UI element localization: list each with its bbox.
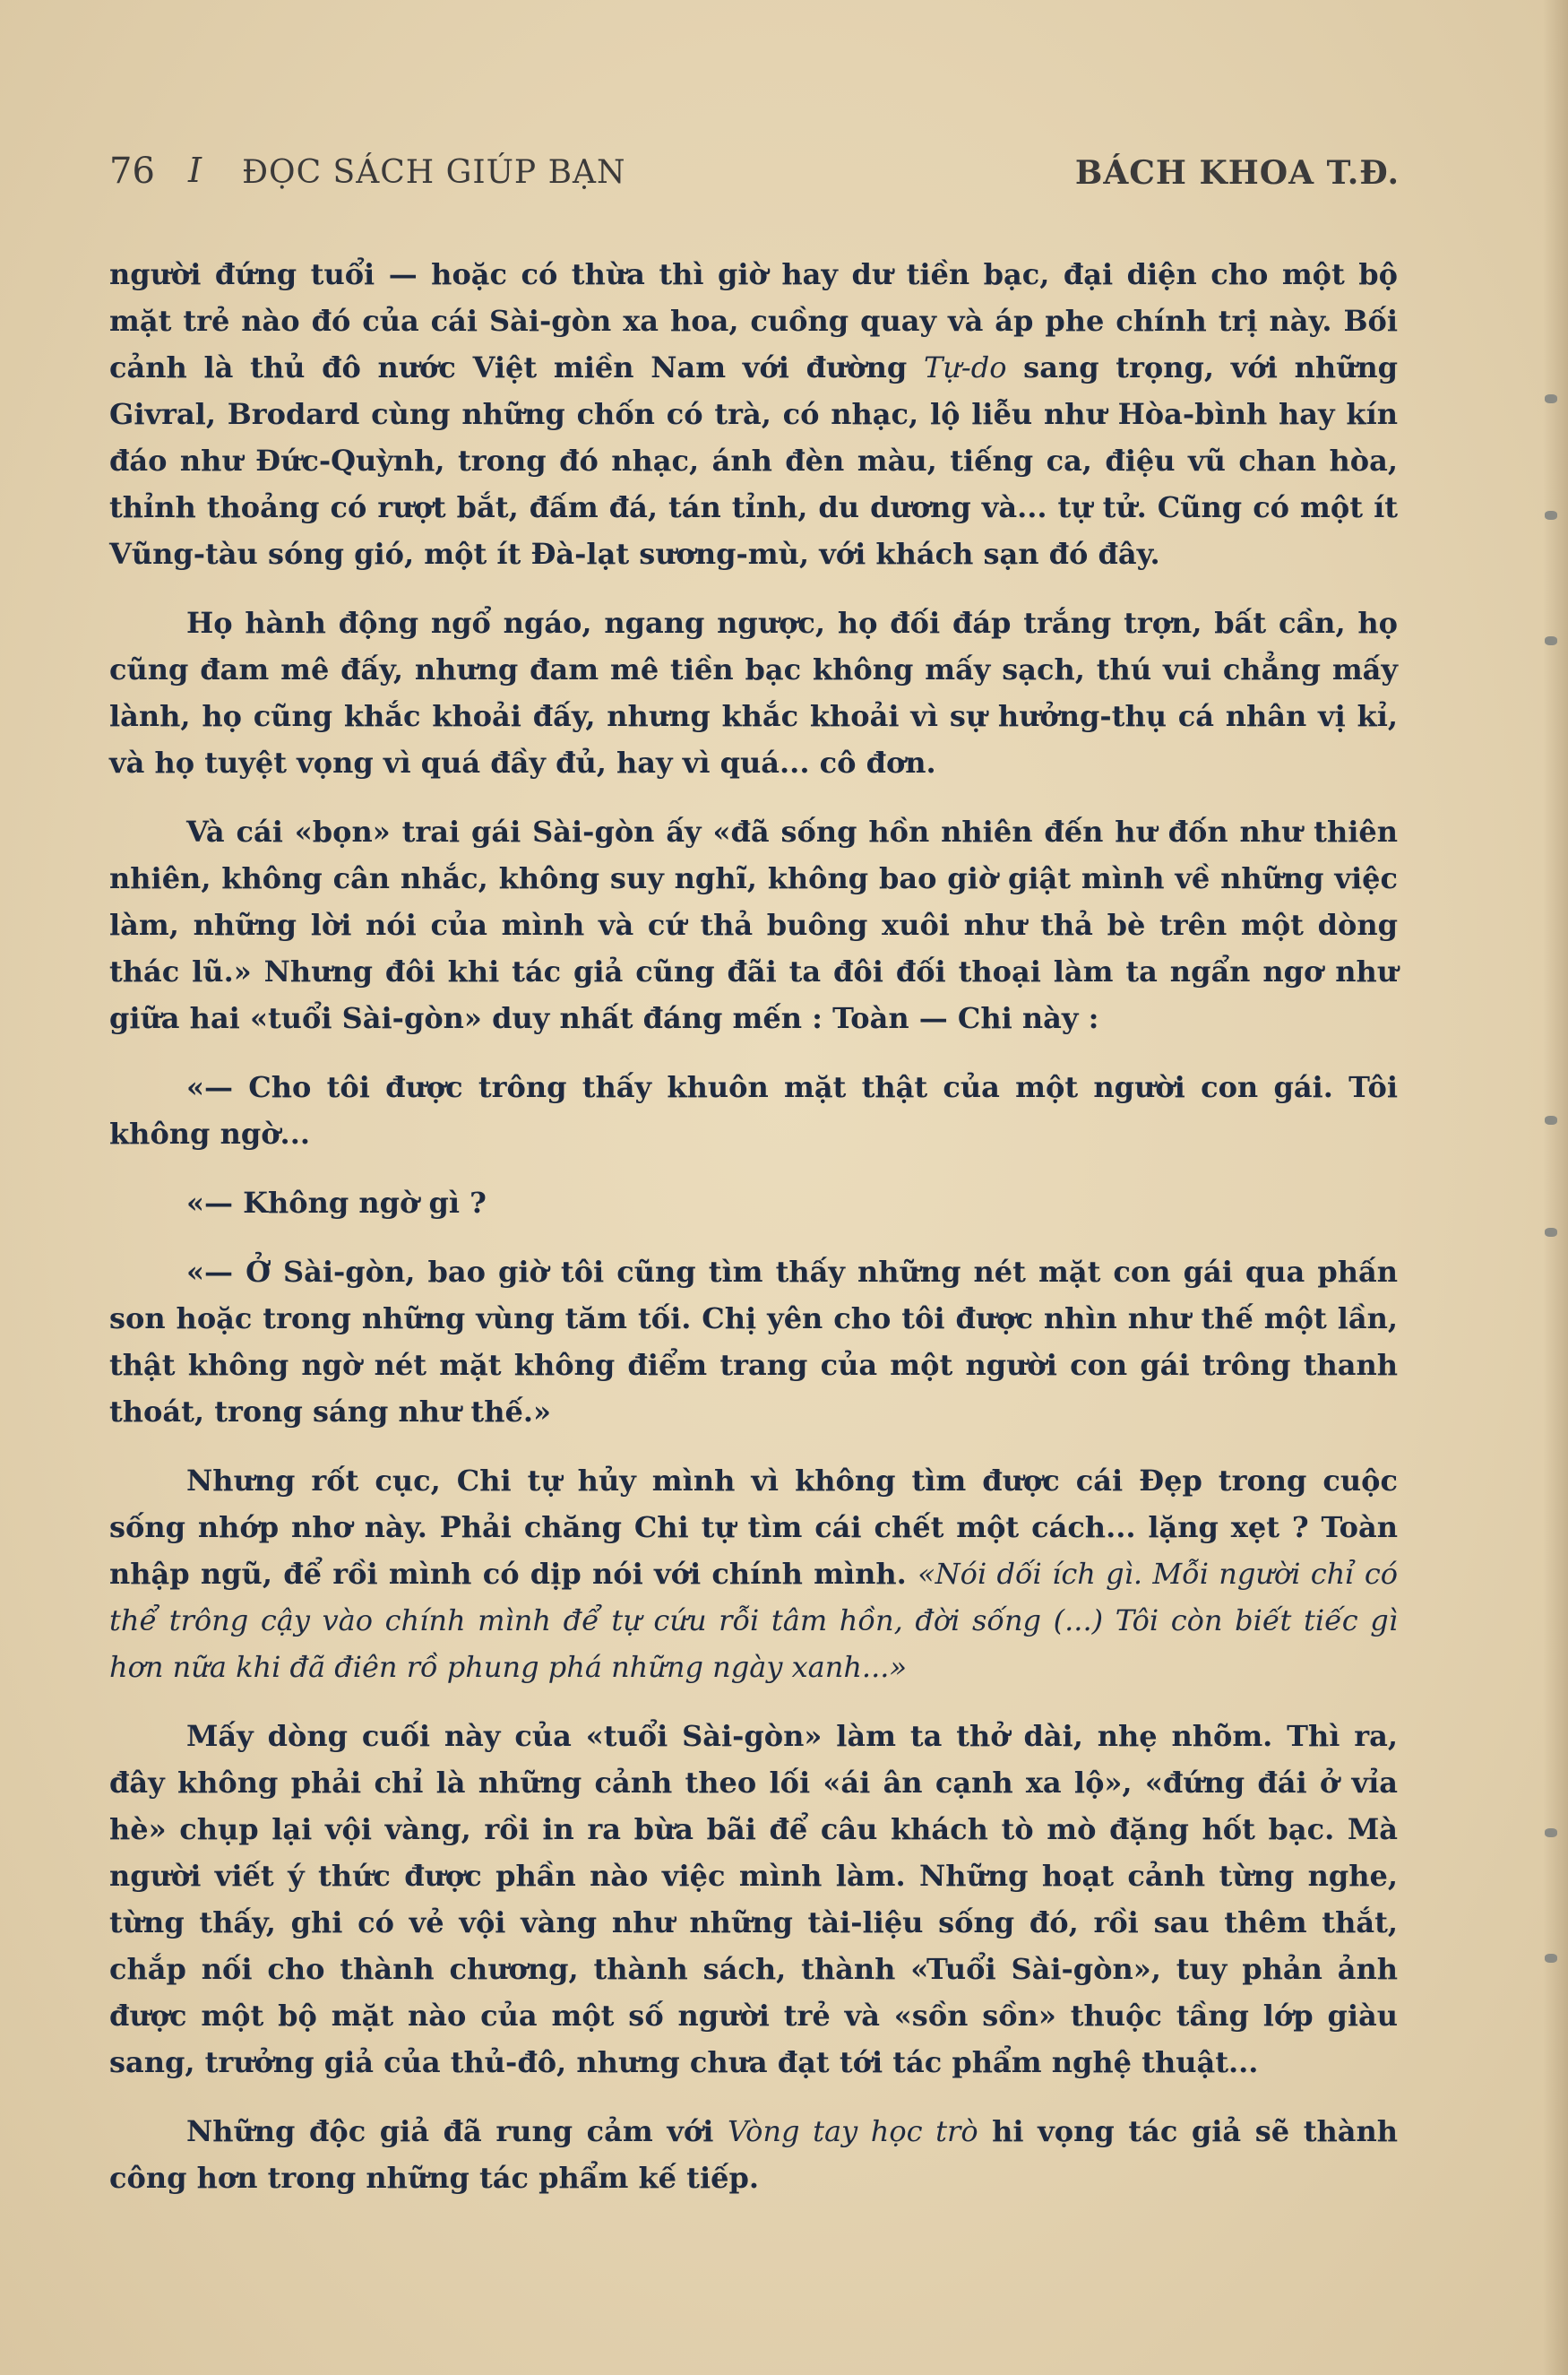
italic-text: Tự-do bbox=[923, 350, 1007, 384]
text-run: Những độc giả đã rung cảm với bbox=[186, 2114, 728, 2148]
italic-text: «Nói dối ích gì. Mỗi người chỉ có thể trông cậy vào chính mình để tự cứu rỗi tâm hồn, đời sống (...) Tôi còn biết tiếc gì hơn nữa khi đã điên rồ phung phá những ngày xanh...» bbox=[109, 1557, 1399, 1684]
paragraph bbox=[109, 808, 1398, 1041]
text-run: «— Cho tôi được trông thấy khuôn mặt thật của một người con gái. Tôi không ngờ... bbox=[109, 1070, 1398, 1151]
paragraph bbox=[109, 1248, 1398, 1435]
margin-speck bbox=[1545, 636, 1557, 645]
paragraph bbox=[109, 251, 1398, 577]
paragraph bbox=[109, 2108, 1398, 2201]
paragraph bbox=[109, 1457, 1398, 1690]
margin-speck bbox=[1545, 1828, 1557, 1837]
page-number: 76 bbox=[109, 151, 155, 192]
margin-speck bbox=[1545, 1228, 1557, 1237]
paragraph bbox=[109, 1179, 1398, 1226]
text-run: Và cái «bọn» trai gái Sài-gòn ấy «đã sống hồn nhiên đến hư đốn như thiên nhiên, không cân nhắc, không suy nghĩ, không bao giờ giật mình về những việc làm, những lời nói của mình và cứ thả buông xuôi như thả bè trên một dòng thác lũ.» Nhưng đôi khi tác giả cũng đãi ta đôi đối thoại làm ta ngẩn ngơ như giữa hai «tuổi Sài-gòn» duy nhất đáng mến : Toàn — Chi này : bbox=[109, 815, 1398, 1035]
margin-speck bbox=[1545, 511, 1557, 520]
margin-speck bbox=[1545, 394, 1557, 403]
header-separator: I bbox=[188, 151, 202, 190]
paragraph bbox=[109, 1064, 1398, 1157]
paragraph bbox=[109, 600, 1398, 786]
text-run: Nhưng rốt cục, Chi tự hủy mình vì không tìm được cái Đẹp trong cuộc sống nhớp nhơ này. Phải chăng Chi tự tìm cái chết một cách... lặng xẹt ? Toàn nhập ngũ, để rồi mình có dịp nói với chính mình. bbox=[109, 1464, 1398, 1591]
italic-text: Vòng tay học trò bbox=[727, 2114, 978, 2148]
article-body bbox=[109, 251, 1398, 2224]
margin-speck bbox=[1545, 1954, 1557, 1963]
text-run: hi vọng tác giả sẽ thành công hơn trong những tác phẩm kế tiếp. bbox=[109, 2114, 1398, 2195]
text-run: «— Không ngờ gì ? bbox=[186, 1186, 487, 1220]
running-header bbox=[109, 151, 1400, 204]
section-title: ĐỌC SÁCH GIÚP BẠN bbox=[242, 154, 626, 191]
text-run: sang trọng, với những Givral, Brodard cùng những chốn có trà, có nhạc, lộ liễu như Hòa-bình hay kín đáo như Đức-Quỳnh, trong đó nhạc, ánh đèn màu, tiếng ca, điệu vũ chan hòa, thỉnh thoảng có rượt bắt, đấm đá, tán tỉnh, du dương và... tự tử. Cũng có một ít Vũng-tàu sóng gió, một ít Đà-lạt sương-mù, với khách sạn đó đây. bbox=[109, 350, 1399, 571]
journal-title: BÁCH KHOA T.Đ. bbox=[1074, 154, 1400, 192]
text-run: Mấy dòng cuối này của «tuổi Sài-gòn» làm ta thở dài, nhẹ nhõm. Thì ra, đây không phải chỉ là những cảnh theo lối «ái ân cạnh xa lộ», «đứng đái ở vỉa hè» chụp lại vội vàng, rồi in ra bừa bãi để câu khách tò mò đặng hốt bạc. Mà người viết ý thức được phần nào việc mình làm. Những hoạt cảnh từng nghe, từng thấy, ghi có vẻ vội vàng như những tài-liệu sống đó, rồi sau thêm thắt, chắp nối cho thành chương, thành sách, thành «Tuổi Sài-gòn», tuy phản ảnh được một bộ mặt nào của một số người trẻ và «sồn sồn» thuộc tầng lớp giàu sang, trưởng giả của thủ-đô, nhưng chưa đạt tới tác phẩm nghệ thuật... bbox=[109, 1719, 1398, 2079]
margin-speck bbox=[1545, 1116, 1557, 1125]
page-edge-shadow bbox=[1543, 0, 1568, 2375]
text-run: người đứng tuổi — hoặc có thừa thì giờ hay dư tiền bạc, đại diện cho một bộ mặt trẻ nào đó của cái Sài-gòn xa hoa, cuồng quay và áp phe chính trị này. Bối cảnh là thủ đô nước Việt miền Nam với đường bbox=[109, 257, 1398, 384]
text-run: Họ hành động ngổ ngáo, ngang ngược, họ đối đáp trắng trợn, bất cần, họ cũng đam mê đấy, nhưng đam mê tiền bạc không mấy sạch, thú vui chẳng mấy lành, họ cũng khắc khoải đấy, nhưng khắc khoải vì sự hưởng-thụ cá nhân vị kỉ, và họ tuyệt vọng vì quá đầy đủ, hay vì quá... cô đơn. bbox=[109, 606, 1398, 780]
text-run: «— Ở Sài-gòn, bao giờ tôi cũng tìm thấy những nét mặt con gái qua phấn son hoặc trong những vùng tăm tối. Chị yên cho tôi được nhìn như thế một lần, thật không ngờ nét mặt không điểm trang của một người con gái trông thanh thoát, trong sáng như thế.» bbox=[109, 1255, 1398, 1429]
paragraph bbox=[109, 1713, 1398, 2086]
